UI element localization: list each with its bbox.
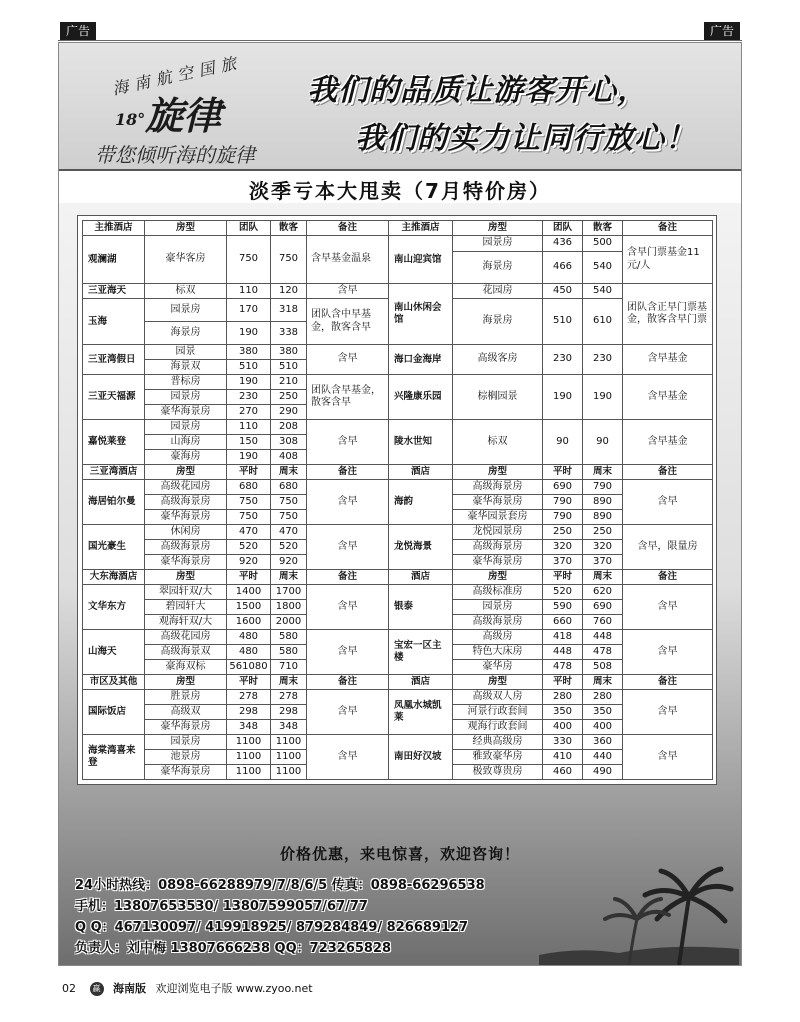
room-type: 观海行政套间: [453, 720, 543, 735]
room-type: 胜景房: [145, 690, 227, 705]
room-type: 标双: [145, 284, 227, 299]
footer-text: 欢迎浏览电子版 www.zyoo.net: [155, 982, 313, 995]
remark: 团队含正早门票基金，散客含早门票: [623, 284, 713, 345]
price: 320: [543, 540, 583, 555]
room-type: 高级双: [145, 705, 227, 720]
price: 230: [583, 345, 623, 375]
remark: 含早: [623, 630, 713, 675]
price: 1100: [271, 765, 307, 780]
hotel-name: 南田好汉坡: [389, 735, 453, 780]
price: 750: [227, 495, 271, 510]
price: 890: [583, 495, 623, 510]
price: 250: [271, 390, 307, 405]
price: 330: [543, 735, 583, 750]
room-type: 海景房: [453, 252, 543, 284]
price: 380: [227, 345, 271, 360]
price: 790: [583, 480, 623, 495]
col-header: 房型: [145, 465, 227, 480]
price: 418: [543, 630, 583, 645]
room-type: 海景房: [145, 322, 227, 345]
price: 210: [271, 375, 307, 390]
price: 790: [543, 510, 583, 525]
price: 480: [227, 630, 271, 645]
table-row: [83, 480, 713, 495]
remark: 含早: [307, 735, 389, 780]
price: 280: [543, 690, 583, 705]
col-header: 平时: [227, 465, 271, 480]
price: 470: [271, 525, 307, 540]
room-type: 山海房: [145, 435, 227, 450]
price: 750: [227, 510, 271, 525]
hotel-name: 文华东方: [83, 585, 145, 630]
price: 590: [543, 600, 583, 615]
col-header: 房型: [145, 570, 227, 585]
price: 490: [583, 765, 623, 780]
price: 318: [271, 299, 307, 322]
hotel-name: 三亚海天: [83, 284, 145, 299]
qq-text: Q Q：467130097/ 419918925/ 879284849/ 826689127: [75, 920, 469, 935]
col-header: 备注: [307, 221, 389, 236]
price: 690: [543, 480, 583, 495]
price: 750: [271, 495, 307, 510]
col-header: 备注: [307, 675, 389, 690]
price: 510: [543, 299, 583, 345]
remark: 含早: [307, 284, 389, 299]
brand-top-text: 海南航空国旅: [110, 52, 244, 99]
col-header: 周末: [271, 570, 307, 585]
col-header: 房型: [453, 675, 543, 690]
room-type: 豪华客房: [145, 236, 227, 284]
hotel-name: 银泰: [389, 585, 453, 630]
price: 480: [227, 645, 271, 660]
price: 410: [543, 750, 583, 765]
table-row: [83, 345, 713, 360]
price: 660: [543, 615, 583, 630]
col-header: 三亚湾酒店: [83, 465, 145, 480]
contact-block: [75, 875, 595, 959]
price: 150: [227, 435, 271, 450]
price: 190: [227, 322, 271, 345]
room-type: 园景房: [145, 299, 227, 322]
col-header: 备注: [623, 221, 713, 236]
price: 230: [543, 345, 583, 375]
price: 348: [227, 720, 271, 735]
price: 290: [271, 405, 307, 420]
room-type: 豪华海景房: [145, 405, 227, 420]
top-bar: [0, 18, 800, 42]
price: 338: [271, 322, 307, 345]
hotel-name: 玉海: [83, 299, 145, 345]
room-type: 极致尊贵房: [453, 765, 543, 780]
price: 308: [271, 435, 307, 450]
col-header: 周末: [271, 675, 307, 690]
room-type: 棕榈园景: [453, 375, 543, 420]
price: 561080: [227, 660, 271, 675]
table-row: [83, 585, 713, 600]
hotel-name: 南山休闲会馆: [389, 284, 453, 345]
room-type: 园景: [145, 345, 227, 360]
hotel-name: 海居铂尔曼: [83, 480, 145, 525]
price: 920: [271, 555, 307, 570]
price: 208: [271, 420, 307, 435]
price: 278: [227, 690, 271, 705]
section-header: [83, 465, 713, 480]
col-header: 备注: [623, 570, 713, 585]
room-type: 河景行政套间: [453, 705, 543, 720]
col-header: 团队: [227, 221, 271, 236]
page-title: 淡季亏本大甩卖（7月特价房）: [249, 179, 551, 203]
remark: 含早门票基金11元/人: [623, 236, 713, 284]
remark: 含早: [307, 420, 389, 465]
palm-trees-illustration: [539, 863, 739, 965]
price: 890: [583, 510, 623, 525]
price: 280: [583, 690, 623, 705]
price: 750: [227, 236, 271, 284]
brand-degree: 18°: [115, 110, 146, 129]
price: 370: [583, 555, 623, 570]
hotline-text: 24小时热线：0898-66288979/7/8/6/5 传真：0898-66296538: [75, 878, 485, 893]
room-type: 高级花园房: [145, 630, 227, 645]
remark: 含早: [307, 345, 389, 375]
price: 190: [543, 375, 583, 420]
room-type: 池景房: [145, 750, 227, 765]
price: 250: [583, 525, 623, 540]
section-header: [83, 675, 713, 690]
hotel-name: 兴隆康乐园: [389, 375, 453, 420]
col-header: 备注: [623, 465, 713, 480]
col-header: 平时: [227, 675, 271, 690]
col-header: 备注: [307, 465, 389, 480]
table-row: [83, 735, 713, 750]
room-type: 豪华海景房: [145, 720, 227, 735]
room-type: 高级海景房: [145, 495, 227, 510]
col-header: 房型: [145, 675, 227, 690]
hotel-name: 山海天: [83, 630, 145, 675]
room-type: 休闲房: [145, 525, 227, 540]
hotel-name: 观澜湖: [83, 236, 145, 284]
room-type: 豪华房: [453, 660, 543, 675]
price: 690: [583, 600, 623, 615]
room-type: 花园房: [453, 284, 543, 299]
room-type: 豪华海景房: [145, 555, 227, 570]
price: 1500: [227, 600, 271, 615]
room-type: 高级花园房: [145, 480, 227, 495]
price-table: [82, 220, 713, 780]
room-type: 高级海景房: [453, 540, 543, 555]
price: 790: [543, 495, 583, 510]
price: 920: [227, 555, 271, 570]
ad-label-right: 广告: [704, 22, 740, 40]
room-type: 园景房: [145, 420, 227, 435]
price: 540: [583, 252, 623, 284]
price: 408: [271, 450, 307, 465]
room-type: 海景双: [145, 360, 227, 375]
col-header: 散客: [271, 221, 307, 236]
room-type: 园景房: [453, 236, 543, 252]
room-type: 豪华园景套房: [453, 510, 543, 525]
price: 466: [543, 252, 583, 284]
remark: 含早: [307, 690, 389, 735]
room-type: 园景房: [145, 735, 227, 750]
page-footer: [62, 980, 313, 996]
remark: 含早基金: [623, 345, 713, 375]
price: 2000: [271, 615, 307, 630]
room-type: 龙悦园景房: [453, 525, 543, 540]
table-row: [83, 236, 713, 252]
table-row: [83, 525, 713, 540]
price: 270: [227, 405, 271, 420]
ad-frame: [58, 42, 742, 966]
col-header: 酒店: [389, 465, 453, 480]
col-header: 平时: [543, 570, 583, 585]
price: 1800: [271, 600, 307, 615]
col-header: 团队: [543, 221, 583, 236]
price: 370: [543, 555, 583, 570]
col-header: 酒店: [389, 675, 453, 690]
price: 1700: [271, 585, 307, 600]
headline-2: 我们的实力让同行放心！: [355, 121, 696, 156]
room-type: 豪华海景房: [453, 495, 543, 510]
col-header: 平时: [543, 465, 583, 480]
col-header: 周末: [583, 675, 623, 690]
price: 580: [271, 645, 307, 660]
remark: 含早，限量房: [623, 525, 713, 570]
room-type: 雅致豪华房: [453, 750, 543, 765]
price: 510: [271, 360, 307, 375]
hotel-name: 嘉悦莱登: [83, 420, 145, 465]
room-type: 经典高级房: [453, 735, 543, 750]
room-type: 豪海双标: [145, 660, 227, 675]
room-type: 园景房: [453, 600, 543, 615]
hotel-name: 海棠湾喜来登: [83, 735, 145, 780]
col-header: 主推酒店: [389, 221, 453, 236]
price: 448: [583, 630, 623, 645]
price: 750: [271, 236, 307, 284]
room-type: 特色大床房: [453, 645, 543, 660]
price: 1600: [227, 615, 271, 630]
price: 298: [227, 705, 271, 720]
price: 510: [227, 360, 271, 375]
price: 448: [543, 645, 583, 660]
price: 680: [227, 480, 271, 495]
price: 250: [543, 525, 583, 540]
headline-1: 我们的品质让游客开心，: [307, 73, 648, 108]
col-header: 备注: [623, 675, 713, 690]
price: 190: [227, 450, 271, 465]
col-header: 平时: [543, 675, 583, 690]
hotel-name: 三亚湾假日: [83, 345, 145, 375]
col-header: 市区及其他: [83, 675, 145, 690]
promo-text: 价格优惠，来电惊喜，欢迎咨询！: [279, 845, 520, 863]
mobile-text: 手机：13807653530/ 13807599057/67/77: [75, 899, 368, 914]
remark: 含早: [623, 735, 713, 780]
room-type: 高级双人房: [453, 690, 543, 705]
brand-slogan: 带您倾听海的旋律: [95, 143, 255, 167]
price: 190: [583, 375, 623, 420]
price-table-wrap: [77, 215, 717, 785]
hotel-name: 陵水世知: [389, 420, 453, 465]
remark: 含早: [623, 690, 713, 735]
room-type: 高级房: [453, 630, 543, 645]
price: 440: [583, 750, 623, 765]
ad-label-left: 广告: [60, 22, 96, 40]
price: 460: [543, 765, 583, 780]
remark: 含早基金: [623, 420, 713, 465]
price: 190: [227, 375, 271, 390]
section-header: [83, 570, 713, 585]
table-row: [83, 375, 713, 390]
remark: 含早: [307, 585, 389, 630]
room-type: 园景房: [145, 390, 227, 405]
price: 620: [583, 585, 623, 600]
price: 350: [543, 705, 583, 720]
room-type: 豪华海景房: [453, 555, 543, 570]
edition-label: 海南版: [113, 982, 146, 995]
hotel-name: 南山迎宾馆: [389, 236, 453, 284]
room-type: 高级海景房: [453, 615, 543, 630]
hotel-name: 龙悦海景: [389, 525, 453, 570]
remark: 含早基金温泉: [307, 236, 389, 284]
col-header: 周末: [271, 465, 307, 480]
price: 1100: [227, 765, 271, 780]
remark: 含早: [623, 480, 713, 525]
room-type: 高级海景房: [145, 540, 227, 555]
remark: 含早: [623, 585, 713, 630]
col-header: 大东海酒店: [83, 570, 145, 585]
price: 90: [583, 420, 623, 465]
price: 1100: [271, 735, 307, 750]
hotel-name: 海韵: [389, 480, 453, 525]
room-type: 高级海景双: [145, 645, 227, 660]
price: 230: [227, 390, 271, 405]
room-type: 高级客房: [453, 345, 543, 375]
price: 508: [583, 660, 623, 675]
publication-logo-icon: 赢: [90, 982, 104, 996]
price: 610: [583, 299, 623, 345]
remark: 含早: [307, 525, 389, 570]
hotel-name: 国际饭店: [83, 690, 145, 735]
col-header: 备注: [307, 570, 389, 585]
price: 478: [543, 660, 583, 675]
hotel-name: 宝宏一区主楼: [389, 630, 453, 675]
price: 400: [583, 720, 623, 735]
price: 470: [227, 525, 271, 540]
price: 380: [271, 345, 307, 360]
hotel-name: 海口金海岸: [389, 345, 453, 375]
price: 710: [271, 660, 307, 675]
room-type: 高级海景房: [453, 480, 543, 495]
room-type: 豪海房: [145, 450, 227, 465]
price: 520: [227, 540, 271, 555]
price: 520: [543, 585, 583, 600]
remark: 含早: [307, 480, 389, 525]
price: 90: [543, 420, 583, 465]
room-type: 碧园轩大: [145, 600, 227, 615]
hotel-name: 国光豪生: [83, 525, 145, 570]
price: 110: [227, 284, 271, 299]
price: 298: [271, 705, 307, 720]
brand-logo: [115, 85, 221, 140]
price: 400: [543, 720, 583, 735]
banner: [59, 43, 741, 171]
price: 680: [271, 480, 307, 495]
table-row: [83, 420, 713, 435]
col-header: 散客: [583, 221, 623, 236]
col-header: 房型: [453, 570, 543, 585]
room-type: 翠园轩双/大: [145, 585, 227, 600]
table-row: [83, 284, 713, 299]
price: 540: [583, 284, 623, 299]
price: 278: [271, 690, 307, 705]
col-header: 房型: [453, 465, 543, 480]
price: 1100: [227, 735, 271, 750]
col-header: 酒店: [389, 570, 453, 585]
col-header: 房型: [145, 221, 227, 236]
price: 1400: [227, 585, 271, 600]
remark: 团队含中早基金，散客含早: [307, 299, 389, 345]
price: 110: [227, 420, 271, 435]
price: 750: [271, 510, 307, 525]
col-header: 周末: [583, 465, 623, 480]
room-type: 观海轩双/大: [145, 615, 227, 630]
room-type: 普标房: [145, 375, 227, 390]
remark: 含早基金: [623, 375, 713, 420]
price: 348: [271, 720, 307, 735]
col-header: 周末: [583, 570, 623, 585]
price: 520: [271, 540, 307, 555]
table-header: [83, 221, 713, 236]
page-number: 02: [62, 982, 76, 995]
hotel-name: 三亚天福源: [83, 375, 145, 420]
price: 478: [583, 645, 623, 660]
room-type: 豪华海景房: [145, 510, 227, 525]
room-type: 高级标准房: [453, 585, 543, 600]
price: 320: [583, 540, 623, 555]
price: 500: [583, 236, 623, 252]
room-type: 豪华海景房: [145, 765, 227, 780]
room-type: 海景房: [453, 299, 543, 345]
hotel-name: 凤凰水城凯莱: [389, 690, 453, 735]
price: 1100: [271, 750, 307, 765]
price: 760: [583, 615, 623, 630]
col-header: 主推酒店: [83, 221, 145, 236]
price: 120: [271, 284, 307, 299]
remark: 团队含早基金，散客含早: [307, 375, 389, 420]
col-header: 房型: [453, 221, 543, 236]
price: 360: [583, 735, 623, 750]
price: 350: [583, 705, 623, 720]
price: 436: [543, 236, 583, 252]
table-row: [83, 690, 713, 705]
brand-name: 旋律: [145, 93, 222, 138]
manager-text: 负责人：刘中梅 13807666238 QQ：723265828: [75, 941, 392, 956]
price: 1100: [227, 750, 271, 765]
price: 170: [227, 299, 271, 322]
col-header: 平时: [227, 570, 271, 585]
price: 580: [271, 630, 307, 645]
table-row: [83, 630, 713, 645]
price: 450: [543, 284, 583, 299]
room-type: 标双: [453, 420, 543, 465]
remark: 含早: [307, 630, 389, 675]
